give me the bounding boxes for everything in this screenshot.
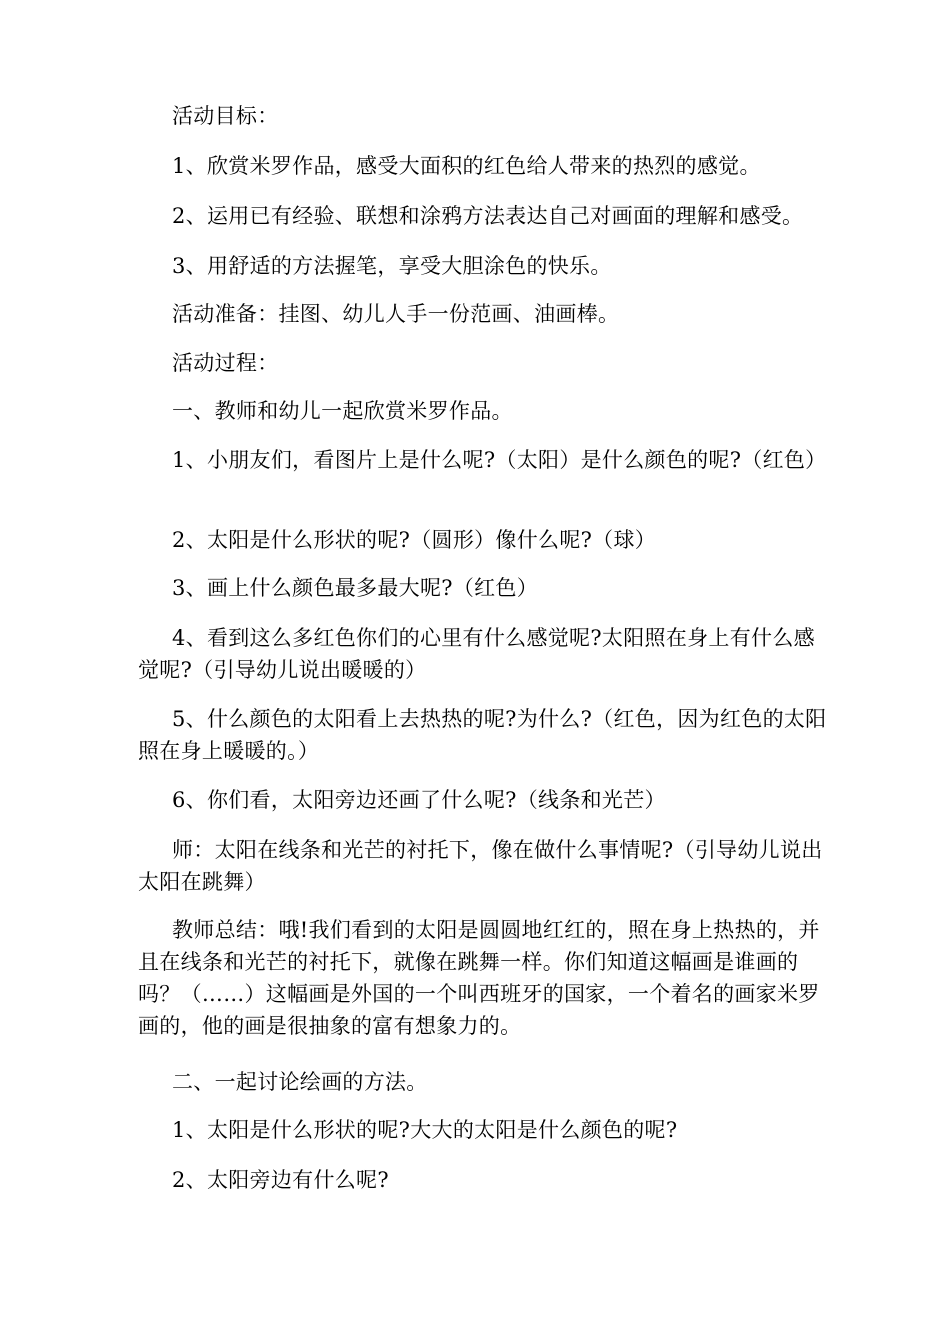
teacher-summary: 教师总结：哦!我们看到的太阳是圆圆地红红的，照在身上热热的，并且在线条和光芒的衬托下，就像在跳舞一样。你们知道这幅画是谁画的吗？（……）这幅画是外国的一个叫西班牙的国家，一个着名的画家米罗画的，他的画是很抽象的富有想象力的。 [138,918,820,1038]
question-5: 5、什么颜色的太阳看上去热热的呢?为什么?（红色，因为红色的太阳照在身上暖暖的。） [138,707,827,763]
process-step-heading-1: 一、教师和幼儿一起欣赏米罗作品。 [172,399,513,423]
goal-item-3: 3、用舒适的方法握笔，享受大胆涂色的快乐。 [172,254,612,278]
teacher-prompt: 师：太阳在线条和光芒的衬托下，像在做什么事情呢?（引导幼儿说出太阳在跳舞） [138,838,823,894]
goal-item-1: 1、欣赏米罗作品，感受大面积的红色给人带来的热烈的感觉。 [172,154,761,178]
section-preparation: 活动准备：挂图、幼儿人手一份范画、油画棒。 [172,302,620,326]
question-2: 2、太阳是什么形状的呢?（圆形）像什么呢?（球） [172,528,657,552]
question-4: 4、看到这么多红色你们的心里有什么感觉呢?太阳照在身上有什么感觉呢?（引导幼儿说出暖暖的） [138,626,815,682]
section-heading-process: 活动过程： [172,351,279,375]
question-1: 1、小朋友们，看图片上是什么呢?（太阳）是什么颜色的呢?（红色） [172,448,827,472]
discussion-question-1: 1、太阳是什么形状的呢?大大的太阳是什么颜色的呢? [172,1118,678,1142]
discussion-question-2: 2、太阳旁边有什么呢? [172,1168,389,1192]
process-step-heading-2: 二、一起讨论绘画的方法。 [172,1070,428,1094]
section-heading-goals: 活动目标： [172,104,279,128]
question-3: 3、画上什么颜色最多最大呢?（红色） [172,576,539,600]
goal-item-2: 2、运用已有经验、联想和涂鸦方法表达自己对画面的理解和感受。 [172,204,804,228]
question-6: 6、你们看，太阳旁边还画了什么呢?（线条和光芒） [172,788,666,812]
